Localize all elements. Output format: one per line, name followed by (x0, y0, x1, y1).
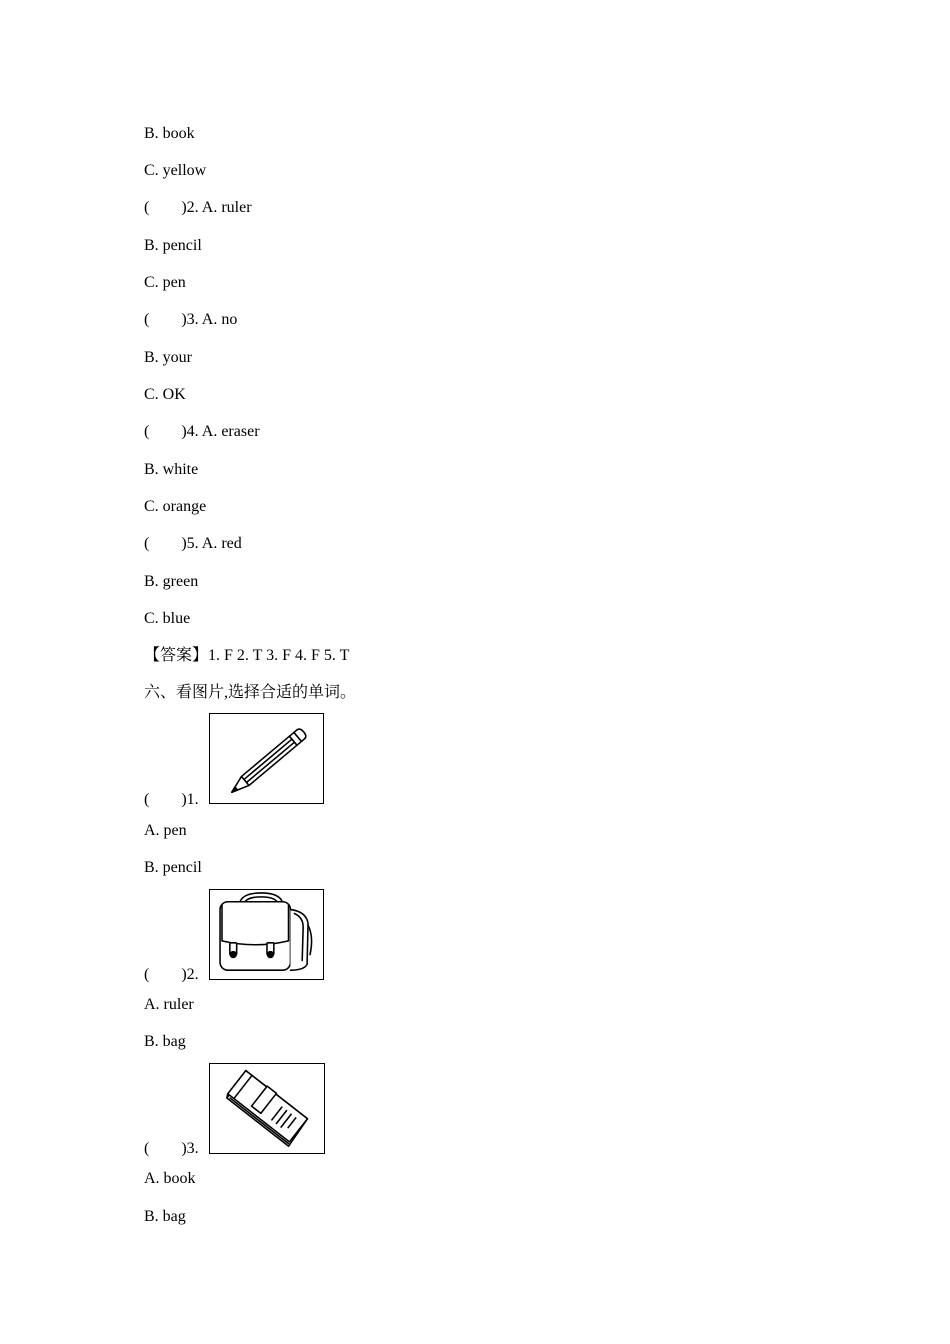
option-c: C. pen (144, 274, 186, 291)
option-b: B. book (144, 125, 195, 142)
picture-frame (209, 889, 324, 980)
option-c: C. blue (144, 610, 191, 627)
answer-key: 【答案】1. F 2. T 3. F 4. F 5. T (144, 647, 350, 664)
section-heading: 六、看图片,选择合适的单词。 (144, 684, 357, 701)
option-b: B. bag (144, 1208, 186, 1225)
option-b: B. bag (144, 1033, 186, 1050)
option-a: A. ruler (144, 996, 194, 1013)
option-c: C. OK (144, 386, 186, 403)
question-number: ( )3. (144, 1140, 199, 1157)
pencil-icon (210, 714, 323, 803)
option-c: C. yellow (144, 162, 207, 179)
book-icon (210, 1064, 324, 1153)
backpack-icon (210, 890, 323, 979)
question-number: ( )1. (144, 791, 199, 808)
question-stem: ( )4. A. eraser (144, 423, 260, 440)
picture-frame (209, 713, 324, 804)
option-b: B. pencil (144, 237, 202, 254)
option-a: A. pen (144, 822, 187, 839)
option-b: B. white (144, 461, 199, 478)
option-b: B. pencil (144, 859, 202, 876)
option-b: B. your (144, 349, 192, 366)
picture-frame (209, 1063, 325, 1154)
option-b: B. green (144, 573, 199, 590)
question-stem: ( )2. A. ruler (144, 199, 252, 216)
question-stem: ( )3. A. no (144, 311, 238, 328)
option-a: A. book (144, 1170, 196, 1187)
question-stem: ( )5. A. red (144, 535, 242, 552)
question-number: ( )2. (144, 966, 199, 983)
option-c: C. orange (144, 498, 207, 515)
